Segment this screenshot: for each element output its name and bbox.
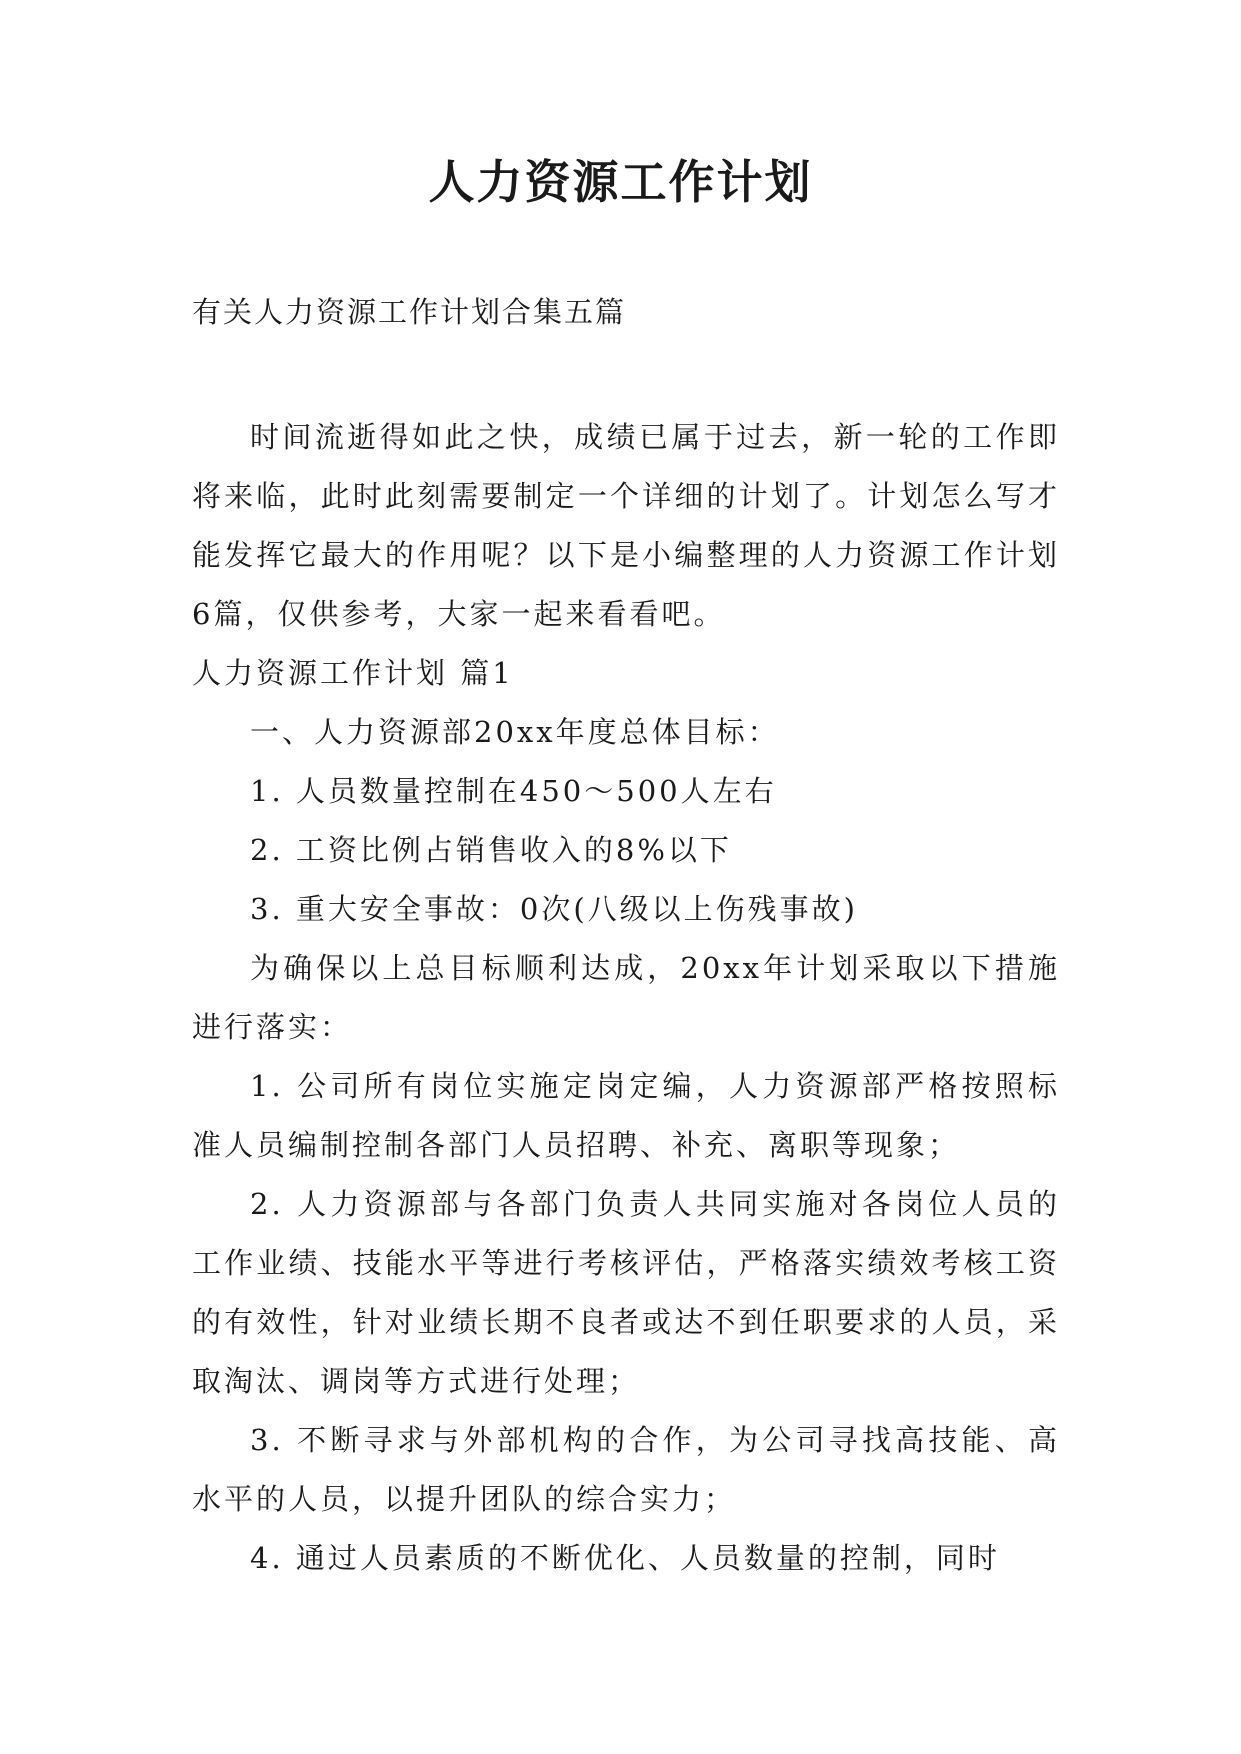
body-paragraph: 3. 重大安全事故：0次(八级以上伤残事故)	[250, 892, 858, 926]
body-paragraph: 为确保以上总目标顺利达成，20xx年计划采取以下措施进行落实：	[192, 951, 1060, 1044]
body-paragraph: 4. 通过人员素质的不断优化、人员数量的控制，同时	[250, 1541, 1000, 1575]
body-paragraph: 2. 人力资源部与各部门负责人共同实施对各岗位人员的工作业绩、技能水平等进行考核评估，严格落实绩效考核工资的有效性，针对业绩长期不良者或达不到任职要求的人员，采取淘汰、调岗等方式进行处理；	[192, 1187, 1060, 1398]
body-paragraph: 2. 工资比例占销售收入的8%以下	[250, 833, 732, 867]
body-paragraph: 1. 公司所有岗位实施定岗定编，人力资源部严格按照标准人员编制控制各部门人员招聘、补充、离职等现象；	[192, 1069, 1060, 1162]
document-body	[192, 408, 1060, 1588]
document-title: 人力资源工作计划	[428, 155, 813, 209]
body-paragraph: 人力资源工作计划 篇1	[192, 656, 514, 690]
body-paragraph: 一、人力资源部20xx年度总体目标：	[250, 715, 780, 749]
document-subtitle: 有关人力资源工作计划合集五篇	[192, 295, 627, 329]
body-paragraph: 3. 不断寻求与外部机构的合作，为公司寻找高技能、高水平的人员，以提升团队的综合实力；	[192, 1423, 1060, 1516]
body-paragraph: 时间流逝得如此之快，成绩已属于过去，新一轮的工作即将来临，此时此刻需要制定一个详细的计划了。计划怎么写才能发挥它最大的作用呢？以下是小编整理的人力资源工作计划6篇，仅供参考，大家一起来看看吧。	[192, 420, 1060, 631]
body-paragraph: 1. 人员数量控制在450～500人左右	[250, 774, 777, 808]
